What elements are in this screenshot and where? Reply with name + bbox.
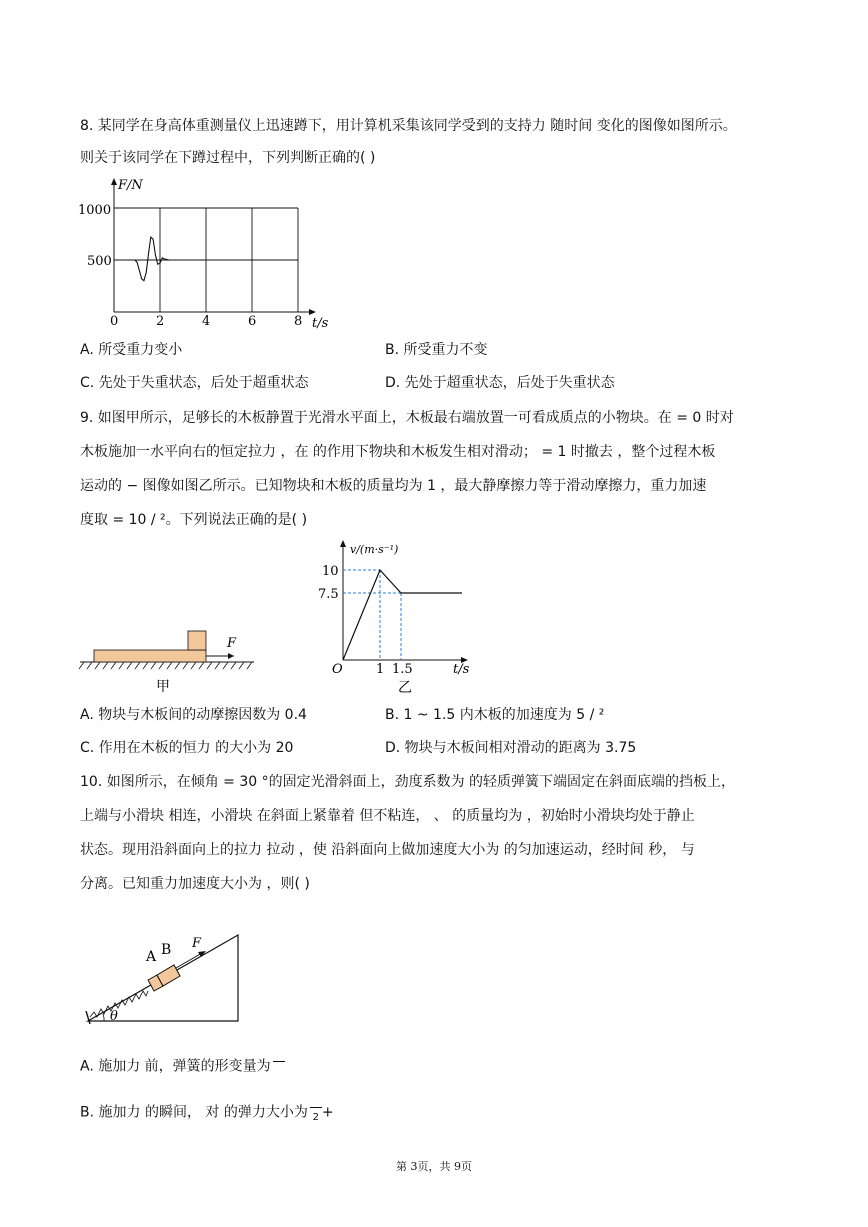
label-a: A bbox=[146, 949, 157, 965]
q8-option-b[interactable]: B. 所受重力不变 bbox=[385, 342, 488, 358]
y-label-10: 10 bbox=[322, 564, 339, 579]
spring bbox=[90, 991, 148, 1017]
chart-y-tick-1000: 1000 bbox=[78, 203, 112, 218]
q10-option-b-text: B. 施加力 的瞬间， 对 的弹力大小为 bbox=[80, 1104, 308, 1121]
q9-option-c[interactable]: C. 作用在木板的恒力 的大小为 20 bbox=[80, 740, 294, 756]
page-footer: 第 3页，共 9页 bbox=[396, 1160, 472, 1173]
q10-option-a-text: A. 施加力 前，弹簧的形变量为 bbox=[80, 1058, 271, 1075]
chart-y-tick-500: 500 bbox=[87, 254, 112, 269]
q9-option-b[interactable]: B. 1 ~ 1.5 内木板的加速度为 5 / ² bbox=[385, 707, 605, 723]
chart-x-axis-label: t/s bbox=[312, 316, 329, 331]
small-block bbox=[188, 631, 206, 650]
chart-x-tick-0: 0 bbox=[110, 314, 119, 329]
q9-stem-line-1: 9. 如图甲所示，足够长的木板静置于光滑水平面上，木板最右端放置一可看成质点的小物块。在 = 0 时对 bbox=[80, 410, 734, 426]
x-label-1: 1 bbox=[376, 662, 385, 677]
chart-y-arrow bbox=[111, 178, 117, 185]
velocity-line bbox=[343, 570, 462, 660]
q10-option-b-tail: + bbox=[321, 1104, 334, 1121]
chart-x-tick-4: 4 bbox=[202, 314, 211, 329]
force-label: F bbox=[227, 636, 237, 651]
board bbox=[94, 650, 206, 662]
y-label-7.5: 7.5 bbox=[318, 587, 339, 602]
x-label-1.5: 1.5 bbox=[392, 662, 413, 677]
chart-series-line bbox=[135, 237, 183, 281]
chart-y-axis-label: F/N bbox=[118, 178, 143, 193]
q8-option-d[interactable]: D. 先处于超重状态，后处于失重状态 bbox=[385, 375, 615, 391]
q10-option-b-fraction: 2 bbox=[310, 1097, 322, 1128]
figure-caption-yi: 乙 bbox=[398, 680, 412, 696]
figure-caption-jia: 甲 bbox=[156, 679, 170, 695]
q9-stem-line-4: 度取 = 10 / ²。下列说法正确的是( ) bbox=[80, 512, 308, 528]
q9-stem-line-2: 木板施加一水平向右的恒定拉力 ，在 的作用下物块和木板发生相对滑动； = 1 时撤去 ，整个过程木板 bbox=[80, 444, 716, 460]
q9-option-d[interactable]: D. 物块与木板间相对滑动的距离为 3.75 bbox=[385, 740, 637, 756]
q10-option-b[interactable] bbox=[80, 1097, 334, 1128]
label-f: F bbox=[192, 936, 202, 951]
chart-x-tick-2: 2 bbox=[156, 314, 165, 329]
q10-stem-line-2: 上端与小滑块 相连，小滑块 在斜面上紧靠着 但不粘连， 、 的质量均为 ，初始时小滑块均处于静止 bbox=[80, 808, 695, 824]
q10-incline-figure bbox=[76, 925, 246, 1029]
chart-x-tick-8: 8 bbox=[294, 314, 303, 329]
q10-option-a-fraction bbox=[273, 1051, 285, 1082]
q10-stem-line-4: 分离。已知重力加速度大小为 ，则( ) bbox=[80, 876, 310, 892]
q8-option-a[interactable]: A. 所受重力变小 bbox=[80, 342, 183, 358]
chart-x-arrow bbox=[309, 309, 316, 315]
q10-stem-line-3: 状态。现用沿斜面向上的拉力 拉动 ，使 沿斜面向上做加速度大小为 的匀加速运动，经时间 秒， 与 bbox=[80, 842, 695, 858]
q10-option-a[interactable] bbox=[80, 1051, 285, 1082]
end-stop bbox=[86, 1011, 90, 1024]
q8-option-c[interactable]: C. 先处于失重状态，后处于超重状态 bbox=[80, 375, 309, 391]
label-theta: θ bbox=[110, 1009, 118, 1024]
q10-stem-line-1: 10. 如图所示，在倾角 = 30 °的固定光滑斜面上，劲度系数为 的轻质弹簧下端固定在斜面底端的挡板上， bbox=[80, 774, 736, 790]
chart-grid bbox=[111, 178, 316, 315]
q9-stem-line-3: 运动的 − 图像如图乙所示。已知物块和木板的质量均为 1 ，最大静摩擦力等于滑动摩擦力，重力加速 bbox=[80, 478, 707, 494]
origin-label: O bbox=[332, 662, 343, 677]
q8-stem-line-2: 则关于该同学在下蹲过程中，下列判断正确的( ) bbox=[80, 150, 376, 166]
q9-option-a[interactable]: A. 物块与木板间的动摩擦因数为 0.4 bbox=[80, 707, 307, 723]
q9-figure-jia bbox=[76, 620, 260, 698]
time-axis-label: t/s bbox=[453, 662, 470, 677]
q8-force-time-chart bbox=[76, 172, 336, 336]
q8-stem-line-1: 8. 某同学在身高体重测量仪上迅速蹲下，用计算机采集该同学受到的支持力 随时间 变化的图像如图所示。 bbox=[80, 118, 737, 134]
chart-x-tick-6: 6 bbox=[248, 314, 257, 329]
q9-figure-yi-velocity-chart bbox=[318, 536, 480, 698]
label-b: B bbox=[161, 942, 172, 958]
velocity-axis-label: v/(m·s⁻¹) bbox=[350, 543, 399, 556]
